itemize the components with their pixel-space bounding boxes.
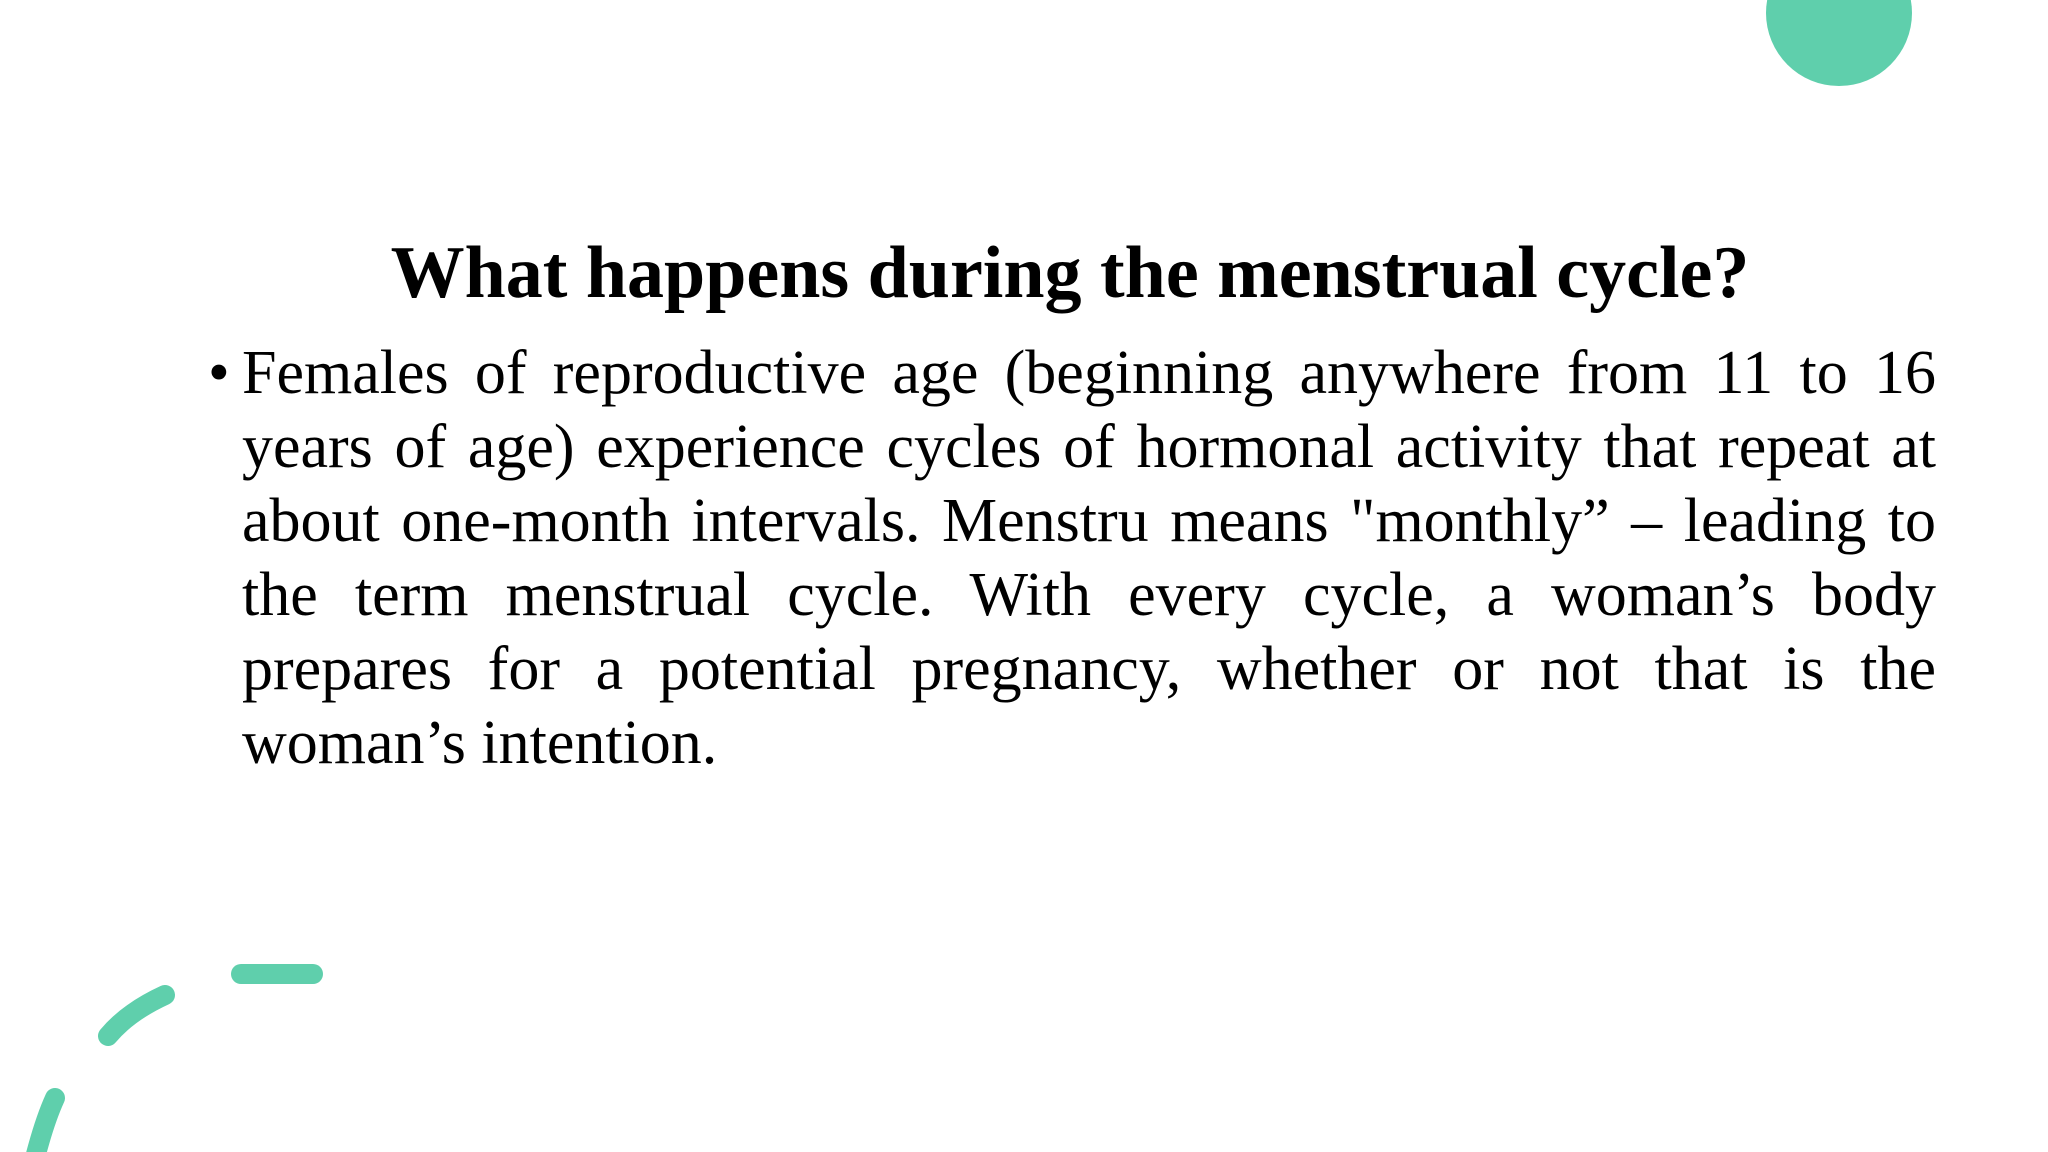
bullet-marker: • (208, 339, 230, 407)
arc-dash-2 (108, 995, 165, 1036)
arc-dash-3 (34, 1098, 55, 1152)
bullet-text: Females of reproductive age (beginning anywhere from 11 to 16 years of age) experience cycles of hormonal activity that repeat at about one-month intervals. Menstru means "monthly” – leading to the term menstrual cycle. With every cycle, a woman’s body prepares for a potential pregnancy, whether or not that is the woman’s intention. (242, 339, 1936, 777)
accent-circle (1766, 0, 1912, 86)
bullet-item (208, 336, 1936, 780)
slide-title: What happens during the menstrual cycle? (390, 232, 1750, 314)
bullet-list (208, 336, 1936, 780)
